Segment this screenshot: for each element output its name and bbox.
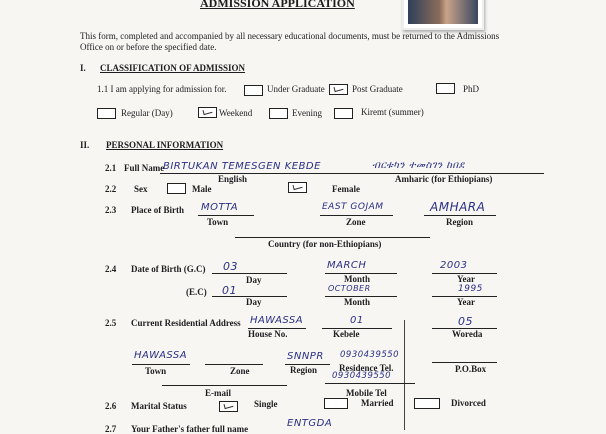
- single-checkbox[interactable]: [219, 401, 238, 412]
- intro-line-1: This form, completed and accompanied by all necessary educational documents, must be returned to the Admissions: [80, 31, 500, 41]
- male-label: Male: [192, 184, 212, 194]
- ec-month-label: Month: [344, 297, 371, 307]
- email-label: E-mail: [205, 388, 231, 398]
- divorced-checkbox[interactable]: [414, 398, 440, 409]
- ec-day-label: Day: [246, 297, 262, 307]
- section-1-number: I.: [80, 63, 86, 73]
- q2-6-num: 2.6: [105, 401, 117, 411]
- kebele-label: Kebele: [333, 329, 360, 339]
- marital-status-label: Marital Status: [131, 401, 187, 411]
- po-box-label: P.O.Box: [455, 364, 487, 374]
- q2-1-num: 2.1: [105, 163, 117, 173]
- section-1-heading: CLASSIFICATION OF ADMISSION: [100, 63, 246, 73]
- region-label: Region: [446, 217, 473, 227]
- postgraduate-label: Post Graduate: [352, 84, 403, 94]
- weekend-label: Weekend: [219, 108, 253, 118]
- sex-label: Sex: [134, 184, 148, 194]
- kiremt-label: Kiremt (summer): [361, 107, 424, 117]
- address-zone-label: Zone: [230, 366, 250, 376]
- address-region-label: Region: [290, 365, 317, 375]
- gc-day-field[interactable]: 03: [223, 260, 238, 273]
- male-checkbox[interactable]: [167, 183, 186, 194]
- mobile-tel-field[interactable]: 0930439550: [332, 371, 392, 381]
- zone-label: Zone: [346, 217, 366, 227]
- form-title: ADMISSION APPLICATION: [200, 0, 355, 10]
- phd-label: PhD: [463, 84, 480, 94]
- dob-gc-label: Date of Birth (G.C): [131, 264, 206, 274]
- postgraduate-checkbox[interactable]: [329, 84, 348, 95]
- birth-zone-field[interactable]: EAST GOJAM: [322, 202, 384, 212]
- evening-label: Evening: [292, 108, 322, 118]
- gc-year-field[interactable]: 2003: [440, 260, 468, 271]
- q2-4-num: 2.4: [105, 264, 117, 274]
- single-label: Single: [254, 399, 278, 409]
- country-label: Country (for non-Ethiopians): [268, 239, 382, 249]
- ec-month-field[interactable]: OCTOBER: [328, 284, 371, 293]
- house-no-field[interactable]: HAWASSA: [250, 315, 304, 326]
- evening-checkbox[interactable]: [269, 108, 288, 119]
- q2-5-num: 2.5: [105, 318, 117, 328]
- married-checkbox[interactable]: [324, 398, 348, 409]
- full-name-amharic-field[interactable]: ብርቱካን ተመስገን ከበደ: [372, 160, 465, 171]
- birth-region-field[interactable]: AMHARA: [430, 200, 486, 214]
- ec-year-field[interactable]: 1995: [458, 284, 483, 294]
- divorced-label: Divorced: [451, 398, 486, 408]
- dob-ec-label: (E.C): [186, 287, 207, 297]
- ec-year-label: Year: [457, 297, 475, 307]
- address-label: Current Residential Address: [131, 318, 241, 328]
- q2-2-num: 2.2: [105, 184, 117, 194]
- residence-tel-field[interactable]: 0930439550: [340, 350, 400, 360]
- female-checkbox[interactable]: [288, 182, 307, 193]
- section-2-number: II.: [80, 140, 90, 150]
- birth-town-field[interactable]: MOTTA: [201, 202, 239, 213]
- female-label: Female: [332, 184, 360, 194]
- intro-line-2: Office on or before the specified date.: [80, 42, 217, 52]
- undergraduate-checkbox[interactable]: [244, 85, 263, 96]
- address-town-label: Town: [145, 366, 167, 376]
- married-label: Married: [361, 398, 394, 408]
- applicant-photo: [402, 0, 484, 30]
- full-name-english-field[interactable]: BIRTUKAN TEMESGEN KEBDE: [163, 161, 321, 172]
- house-no-label: House No.: [248, 329, 288, 339]
- address-region-field[interactable]: SNNPR: [287, 351, 324, 362]
- woreda-field[interactable]: 05: [458, 315, 473, 328]
- full-name-label: Full Name: [124, 163, 165, 173]
- father-name-field[interactable]: ENTGDA: [287, 418, 333, 429]
- ec-day-field[interactable]: 01: [222, 284, 237, 297]
- place-of-birth-label: Place of Birth: [131, 205, 184, 215]
- q2-3-num: 2.3: [105, 205, 117, 215]
- town-label: Town: [207, 217, 229, 227]
- weekend-checkbox[interactable]: [198, 107, 217, 118]
- gc-month-field[interactable]: MARCH: [327, 260, 367, 271]
- regular-label: Regular (Day): [121, 108, 173, 118]
- undergraduate-label: Under Graduate: [267, 84, 325, 94]
- kebele-field[interactable]: 01: [350, 315, 364, 326]
- q2-7-num: 2.7: [105, 424, 117, 434]
- section-2-heading: PERSONAL INFORMATION: [106, 140, 224, 150]
- kiremt-checkbox[interactable]: [334, 108, 353, 119]
- regular-checkbox[interactable]: [97, 108, 116, 119]
- amharic-label: Amharic (for Ethiopians): [395, 174, 493, 184]
- day-label: Day: [246, 275, 262, 285]
- father-name-label: Your Father's father full name: [131, 424, 249, 434]
- year-label: Year: [457, 274, 475, 284]
- mobile-tel-label: Mobile Tel: [346, 388, 387, 398]
- residence-tel-label: Residence Tel.: [339, 363, 394, 373]
- phd-checkbox[interactable]: [436, 83, 455, 94]
- address-town-field[interactable]: HAWASSA: [134, 350, 188, 361]
- woreda-label: Woreda: [452, 329, 483, 339]
- month-label: Month: [344, 274, 371, 284]
- q1-1-label: 1.1 I am applying for admission for.: [97, 84, 227, 94]
- english-label: English: [218, 174, 248, 184]
